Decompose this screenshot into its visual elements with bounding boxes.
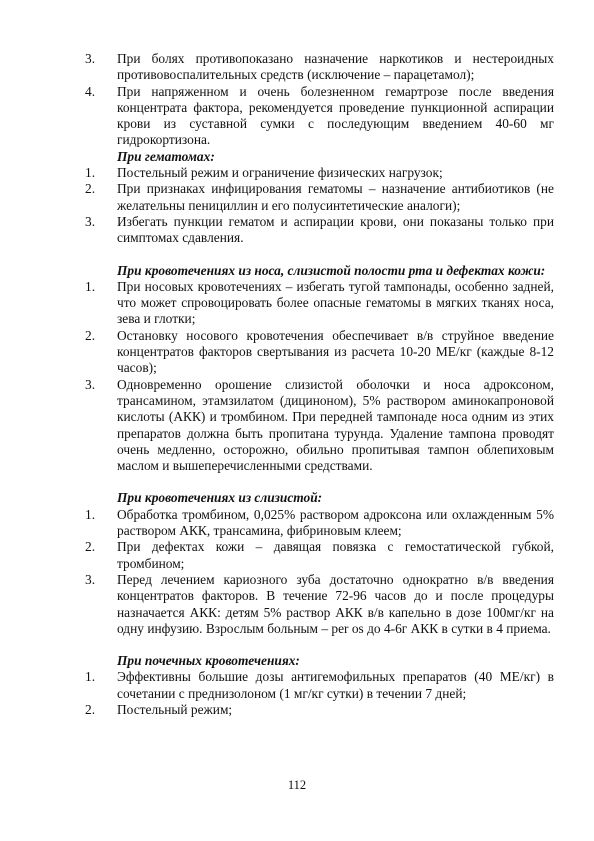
item-text: При дефектах кожи – давящая повязка с гемостатической губкой, тромбином;: [117, 539, 554, 571]
item-number: 2.: [85, 539, 96, 555]
list-item: [85, 377, 554, 475]
item-number: 1.: [85, 165, 96, 181]
list-item: [85, 572, 554, 637]
item-number: 4.: [85, 83, 96, 99]
list-item: [85, 84, 554, 149]
list-section: [85, 653, 554, 718]
list-item: [85, 165, 554, 181]
item-text: Постельный режим и ограничение физических нагрузок;: [117, 165, 443, 181]
item-text: При признаках инфицирования гематомы – назначение антибиотиков (не желательны пенициллин и его полусинтетические аналоги);: [117, 181, 554, 213]
item-text: Избегать пункции гематом и аспирации крови, они показаны только при симптомах сдавления.: [117, 213, 554, 246]
item-text: Постельный режим;: [117, 701, 233, 717]
item-number: 2.: [85, 701, 96, 717]
list-item: [85, 279, 554, 328]
item-text: При болях противопоказано назначение наркотиков и нестероидных противовоспалительных средств (исключение – парацетамол);: [117, 51, 554, 83]
item-number: 3.: [85, 51, 96, 66]
list-item: [85, 328, 554, 377]
list-section: [85, 149, 554, 247]
spacer: [85, 637, 554, 653]
item-text: Остановку носового кровотечения обеспечивает в/в струйное введение концентратов факторов свертывания из расчета 10-20 МЕ/кг (каждые 8-12 часов);: [117, 327, 554, 376]
section-heading: При гематомах:: [117, 148, 215, 164]
list-section: [85, 263, 554, 475]
section-heading: При кровотечениях из слизистой:: [117, 490, 323, 506]
item-number: 3.: [85, 213, 96, 229]
spacer: [85, 247, 554, 263]
item-text: При носовых кровотечениях – избегать тугой тампонады, особенно задней, что может спровоцировать более опасные гематомы в мягких тканях носа, зева и глотки;: [117, 278, 554, 327]
item-number: 3.: [85, 376, 96, 392]
list-item: [85, 214, 554, 247]
item-text: Эффективны большие дозы антигемофильных препаратов (40 МЕ/кг) в сочетании с преднизолоном (1 мг/кг сутки) в течении 7 дней;: [117, 669, 554, 701]
item-text: Перед лечением кариозного зуба достаточно однократно в/в введения концентратов факторов. В течение 72-96 часов до и после процедуры назначается АКК: детям 5% раствор АКК в/в капельно в дозе 100мг/кг на одну инфузию. Взрослым больным – per os до 4-6г АКК в сутки в 4 приема.: [117, 571, 554, 636]
list-item: [85, 669, 554, 702]
item-number: 2.: [85, 181, 96, 197]
list-item: [85, 539, 554, 572]
item-number: 3.: [85, 571, 96, 587]
item-number: 1.: [85, 278, 96, 294]
spacer: [85, 474, 554, 490]
list-item: [85, 181, 554, 214]
item-number: 1.: [85, 506, 96, 522]
item-text: Одновременно орошение слизистой оболочки и носа адроксоном, трансамином, этамзилатом (дициноном), 5% раствором аминокапроновой кислоты (АКК) и тромбином. При передней тампонаде носа одним из этих препаратов должна быть пропитана турунда. Удаление тампона проводят очень медленно, осторожно, обильно пропитывая тампон облепиховым маслом и вышеперечисленными средствами.: [117, 376, 554, 474]
list-section: [85, 51, 554, 149]
section-heading: При кровотечениях из носа, слизистой полости рта и дефектах кожи:: [117, 262, 546, 278]
document-body: [85, 51, 554, 718]
list-section: [85, 490, 554, 637]
page-number: 112: [287, 778, 307, 792]
item-number: 2.: [85, 327, 96, 343]
list-item: [85, 702, 554, 718]
item-text: При напряженном и очень болезненном гемартрозе после введения концентрата фактора, рекомендуется проведение пункционной аспирации крови из суставной сумки с последующим введением 40-60 мг гидрокортизона.: [117, 83, 554, 148]
list-item: [85, 507, 554, 540]
item-number: 1.: [85, 669, 96, 685]
item-text: Обработка тромбином, 0,025% раствором адроксона или охлажденным 5% раствором АКК, трансамина, фибриновым клеем;: [117, 506, 554, 539]
section-heading: При почечных кровотечениях:: [117, 653, 300, 669]
list-item: [85, 51, 554, 84]
